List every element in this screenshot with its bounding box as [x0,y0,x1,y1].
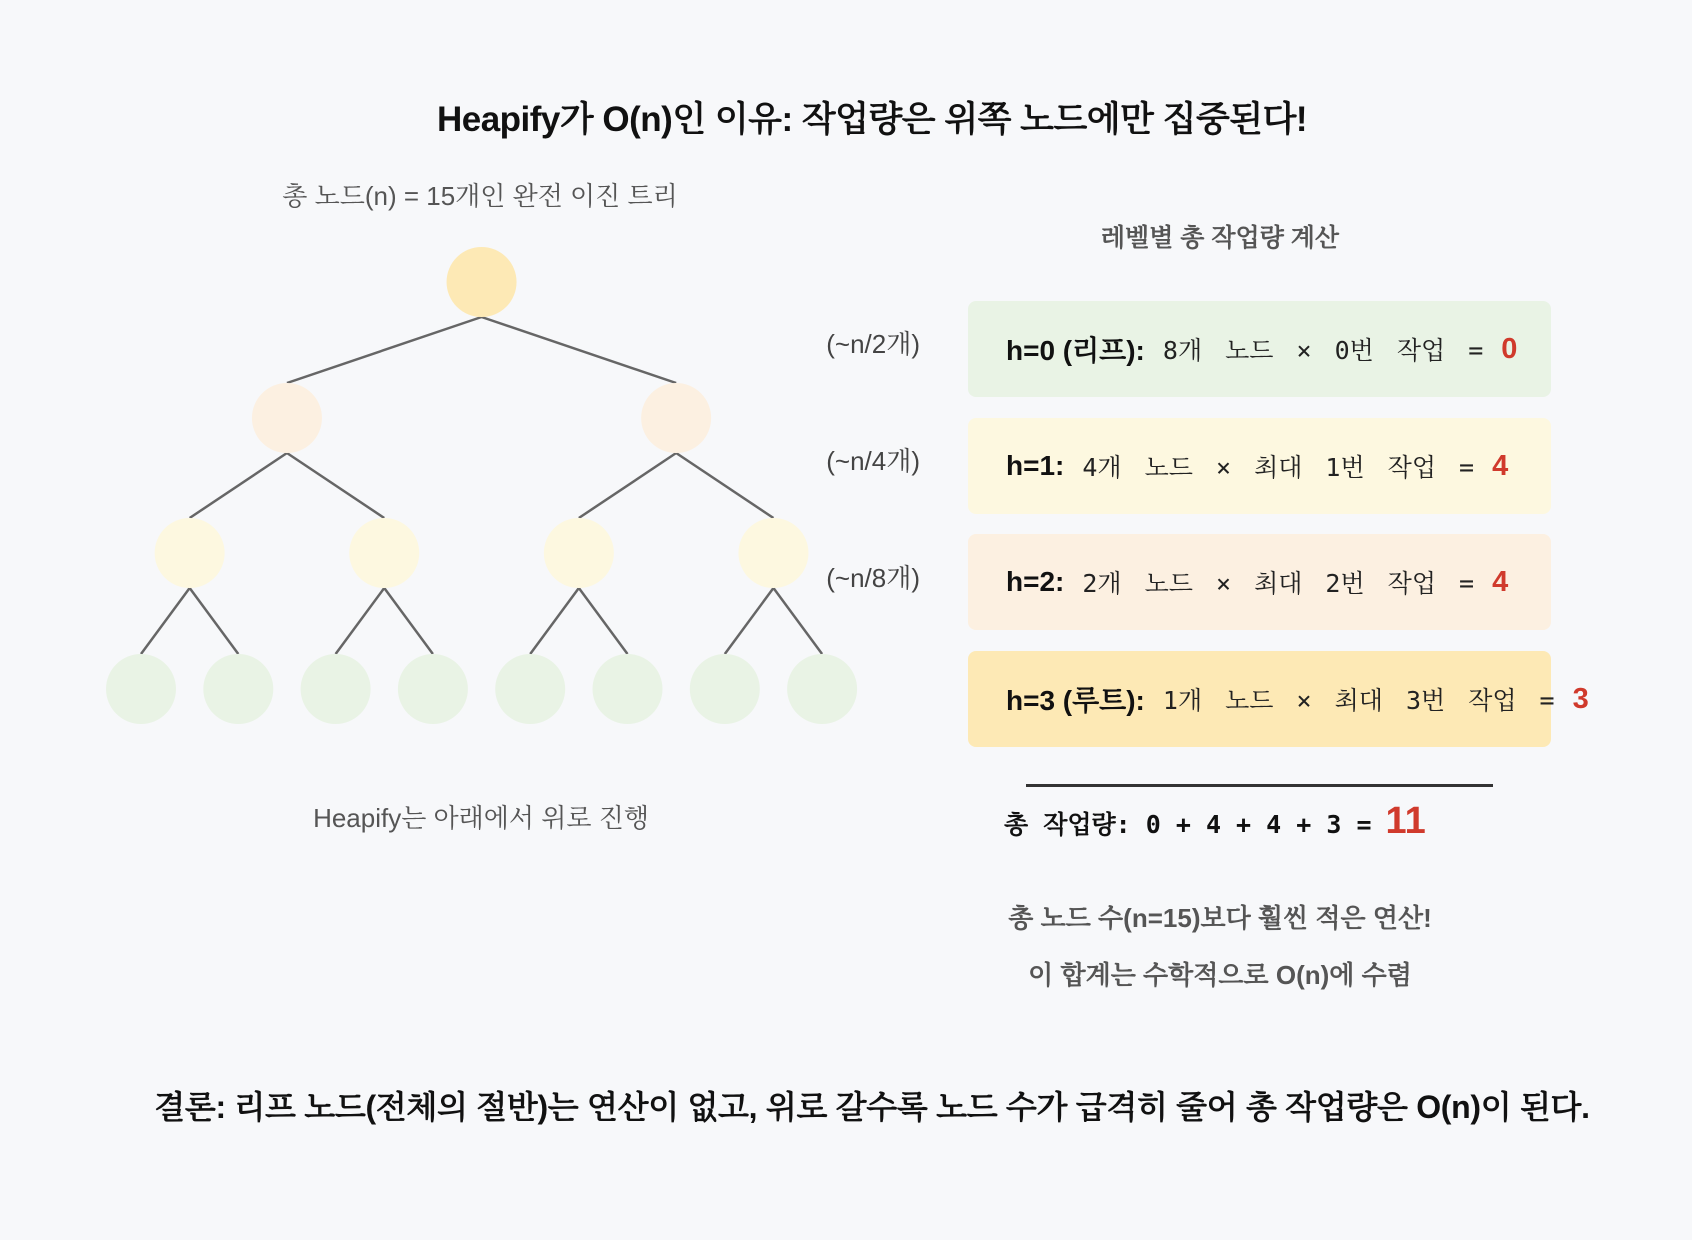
tree-edge [287,317,482,383]
tree-node-h1 [155,518,225,588]
tree-edge [530,588,579,654]
tree-edge [190,453,287,518]
tree-node-leaf [301,654,371,724]
tree-node-leaf [398,654,468,724]
tree-edge [676,453,773,518]
binary-tree-diagram [0,0,880,760]
level-label-leaf: (~n/2개) [826,329,920,359]
calc-row-expr: 2개 노드 × 최대 2번 작업 = [1082,569,1475,598]
calc-row-h0 [968,301,1551,397]
page-title: Heapify가 O(n)인 이유: 작업량은 위쪽 노드에만 집중된다! [436,100,1308,139]
tree-node-leaf [593,654,663,724]
tree-node-leaf [495,654,565,724]
tree-node-root [447,247,517,317]
tree-edge [482,317,677,383]
tree-node-leaf [106,654,176,724]
calc-row-h2 [968,534,1551,630]
tree-edge [773,588,822,654]
calc-row-expr: 1개 노드 × 최대 3번 작업 = [1162,686,1555,715]
tree-edge [579,453,676,518]
tree-edge [384,588,433,654]
tree-edge [287,453,384,518]
calc-row-result: 4 [1492,449,1509,482]
calc-row-label: h=1: [1006,450,1065,481]
tree-node-h2 [252,383,322,453]
calc-row-expr: 4개 노드 × 최대 1번 작업 = [1082,453,1475,482]
calc-row-label: h=2: [1006,566,1065,597]
total-value: 11 [1385,800,1426,842]
tree-edge [190,588,239,654]
conclusion-text: 결론: 리프 노드(전체의 절반)는 연산이 없고, 위로 갈수록 노드 수가 급격히 줄어 총 작업량은 O(n)이 된다. [154,1089,1590,1125]
calc-row-h3 [968,651,1589,747]
calc-row-result: 3 [1572,682,1589,715]
tree-node-h1 [738,518,808,588]
tree-node-h1 [349,518,419,588]
level-label-h2: (~n/8개) [826,563,920,593]
calc-row-label: h=3 (루트): [1006,685,1145,716]
tree-node-leaf [787,654,857,724]
total-sum [1004,800,1426,843]
calc-row-label: h=0 (리프): [1006,335,1145,366]
calc-row-result: 4 [1492,565,1509,598]
level-label-h1: (~n/4개) [826,446,920,476]
tree-node-h2 [641,383,711,453]
tree-node-leaf [203,654,273,724]
tree-edge [141,588,190,654]
tree-node-h1 [544,518,614,588]
tree-edge [725,588,774,654]
tree-edge [579,588,628,654]
tree-edge [336,588,385,654]
calc-row-result: 0 [1501,332,1518,365]
total-label: 총 작업량: 0 + 4 + 4 + 3 = [1004,810,1372,839]
tree-node-leaf [690,654,760,724]
sum-divider [1026,784,1493,787]
calc-row-h1 [968,418,1551,514]
calc-row-expr: 8개 노드 × 0번 작업 = [1162,336,1484,365]
